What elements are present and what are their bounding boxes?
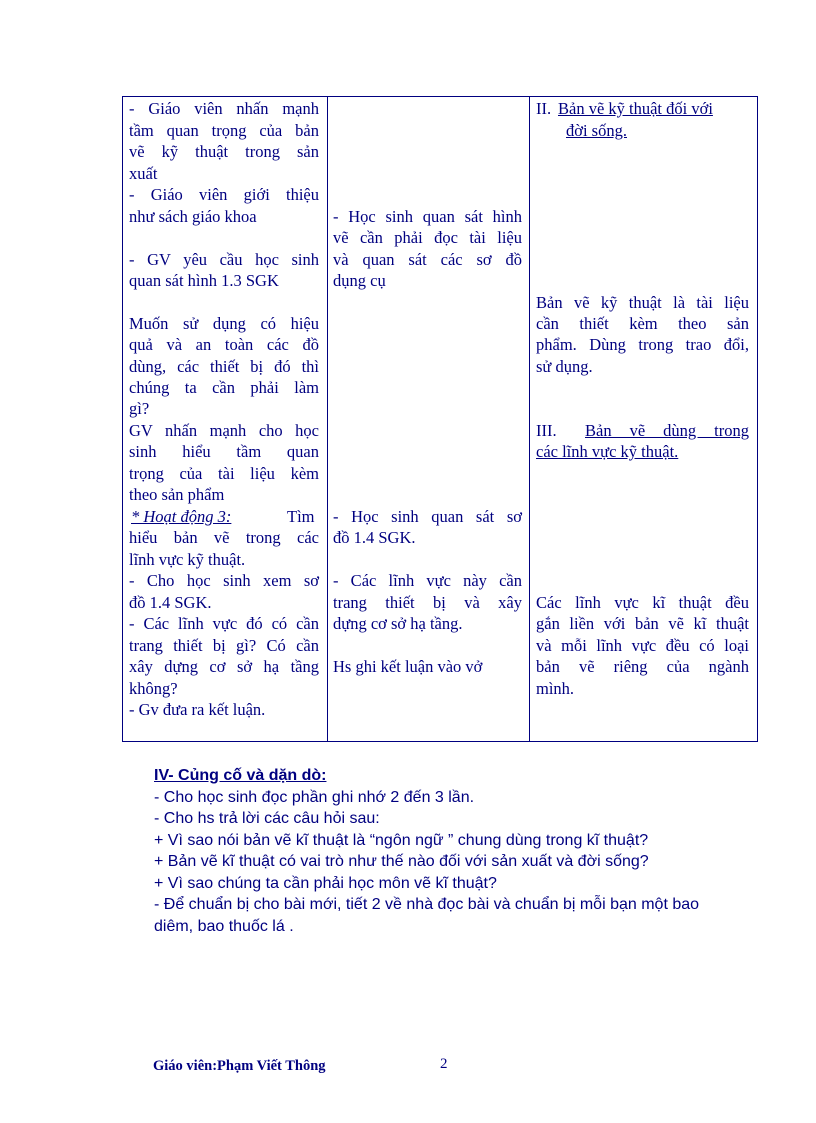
col1-line: chúng ta cần phải làm [129,378,319,397]
col1-line: như sách giáo khoa [129,207,257,226]
col3-line: gắn liền với bản vẽ kĩ thuật [536,614,749,633]
section-iii-title: Bản vẽ dùng trong [585,421,749,440]
section-line: diêm, bao thuốc lá . [154,918,294,935]
col1-line: vẽ kỹ thuật trong sản [129,142,319,161]
col2-line: và quan sát các sơ đồ [333,250,522,269]
col2-line: - Học sinh quan sát hình [333,207,522,226]
col1-line: - GV yêu cầu học sinh [129,250,319,269]
col1-line: trang thiết bị gì? Có cần [129,636,319,655]
col1-line: theo sản phẩm [129,485,225,504]
col3-line: phẩm. Dùng trong trao đổi, [536,335,749,354]
col1-line: quan sát hình 1.3 SGK [129,271,279,290]
col1-line: - Giáo viên nhấn mạnh [129,99,319,118]
col3-line: và mỗi lĩnh vực đều có loại [536,636,749,655]
teacher-name: Giáo viên:Phạm Viết Thông [153,1058,326,1074]
section-ii-title-cont: đời sống. [566,121,627,140]
col1-line: hiểu bản vẽ trong các [129,528,319,547]
col3-line: Các lĩnh vực kĩ thuật đều [536,593,749,612]
section-iii-title-cont: các lĩnh vực kỹ thuật. [536,442,679,461]
col2-line: đồ 1.4 SGK. [333,528,416,547]
col1-line: gì? [129,399,150,418]
section-line: - Cho học sinh đọc phần ghi nhớ 2 đến 3 lần. [154,789,475,806]
col2-line: trang thiết bị và xây [333,593,522,612]
section-ii-title: Bản vẽ kỹ thuật đối với [558,99,713,118]
col1-line: GV nhấn mạnh cho học [129,421,319,440]
col1-line: sinh hiểu tầm quan [129,442,319,461]
col2-line: Hs ghi kết luận vào vở [333,657,483,676]
col1-line: đồ 1.4 SGK. [129,593,212,612]
section-line: + Bản vẽ kĩ thuật có vai trò như thế nào đối với sản xuất và đời sống? [154,853,649,870]
col2-line: - Các lĩnh vực này cần [333,571,522,590]
section-line: - Để chuẩn bị cho bài mới, tiết 2 về nhà đọc bài và chuẩn bị mỗi bạn một bao [154,896,700,913]
col1-line: xây dựng cơ sở hạ tầng [129,657,319,676]
page-number: 2 [440,1056,448,1072]
section-iii-number: III. [536,421,557,440]
column-divider-1 [327,97,328,741]
col2-line: dựng cơ sở hạ tầng. [333,614,463,633]
activity-3-heading: * Hoạt động 3: [131,507,232,526]
col1-line: lĩnh vực kỹ thuật. [129,550,246,569]
col1-line: tầm quan trọng của bản [129,121,319,140]
col1-line: - Giáo viên giới thiệu [129,185,319,204]
col3-line: Bản vẽ kỹ thuật là tài liệu [536,293,749,312]
section-ii-number: II. [536,99,552,118]
col1-line: - Gv đưa ra kết luận. [129,700,266,719]
col1-line: không? [129,679,178,698]
col1-line: - Các lĩnh vực đó có cần [129,614,319,633]
column-divider-2 [529,97,530,741]
col3-line: sử dụng. [536,357,593,376]
col3-line: mình. [536,679,575,698]
col1-line: xuất [129,164,158,183]
col1-line: - Cho học sinh xem sơ [129,571,319,590]
col1-line: Muốn sử dụng có hiệu [129,314,319,333]
col3-line: cần thiết kèm theo sản [536,314,749,333]
col1-line: Tìm [287,507,315,526]
col3-line: bản vẽ riêng của ngành [536,657,749,676]
col1-line: quả và an toàn các đồ [129,335,319,354]
col2-line: dụng cụ [333,271,386,290]
section-line: + Vì sao chúng ta cần phải học môn vẽ kĩ thuật? [154,875,497,892]
col1-line: dùng, các thiết bị đó thì [129,357,319,376]
col1-line: trọng của tài liệu kèm [129,464,319,483]
section-line: + Vì sao nói bản vẽ kĩ thuật là “ngôn ngữ ” chung dùng trong kĩ thuật? [154,832,649,849]
col2-line: - Học sinh quan sát sơ [333,507,522,526]
col2-line: vẽ cần phải đọc tài liệu [333,228,522,247]
section-line: - Cho hs trả lời các câu hỏi sau: [154,810,380,827]
section-iv-heading: IV- Củng cố và dặn dò: [154,767,327,784]
